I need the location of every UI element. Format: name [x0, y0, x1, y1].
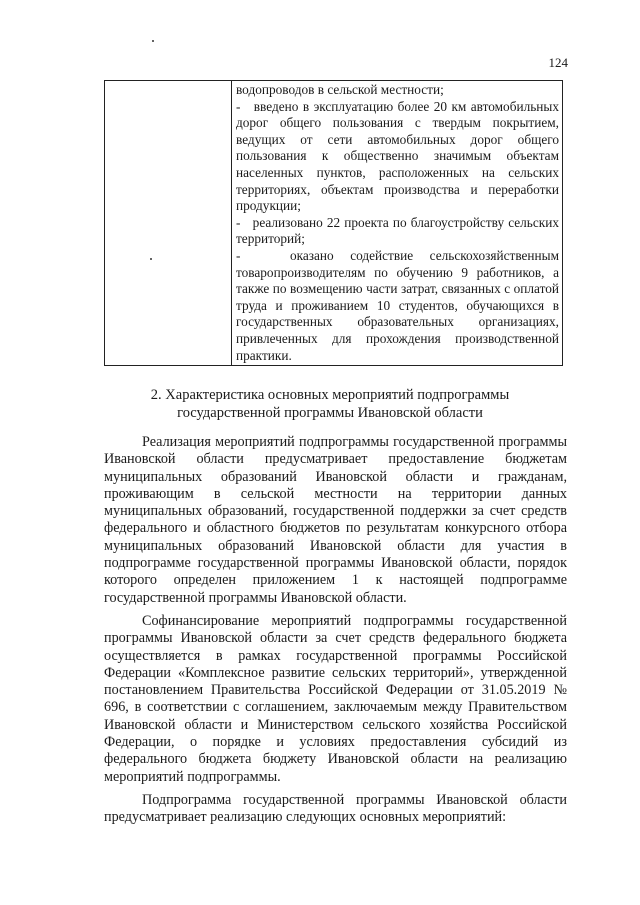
paragraph: Реализация мероприятий подпрограммы государственной программы Ивановской области предусматривает предоставление бюджетам муниципальных образований Ивановской области и гражданам, проживающим в сельской местности на территории данных муниципальных образований, государственной поддержки за счет средств федерального и областного бюджетов по результатам конкурсного отбора муниципальных образований Ивановской области для участия в подпрограмме государственной программы Ивановской области, порядок которого определен приложением 1 к настоящей подпрограмме государственной программы Ивановской области.	[104, 434, 567, 606]
table-left-cell	[105, 81, 232, 365]
scan-speck	[152, 40, 154, 42]
table-cell-line: - введено в эксплуатацию более 20 км автомобильных дорог общего пользования с твердым покрытием, ведущих от сети автомобильных дорог общего пользования к общественно значимым объектам населенных пунктов, расположенных на сельских территориях, объектам производства и переработки продукции;	[236, 98, 559, 214]
section-title-line: 2. Характеристика основных мероприятий подпрограммы	[150, 387, 510, 403]
body-text	[104, 434, 567, 833]
paragraph: Софинансирование мероприятий подпрограммы государственной программы Ивановской области за счет средств федерального бюджета осуществляется в рамках государственной программы Российской Федерации «Комплексное развитие сельских территорий», утвержденной постановлением Правительства Российской Федерации от 31.05.2019 № 696, в соответствии с соглашением, заключаемым между Правительством Ивановской области и Министерством сельского хозяйства Российской Федерации, о порядке и условиях предоставления субсидий из федерального бюджета бюджету Ивановской области на реализацию мероприятий подпрограммы.	[104, 612, 567, 785]
table-cell-line: - реализовано 22 проекта по благоустройству сельских территорий;	[236, 214, 559, 247]
section-title	[120, 386, 540, 422]
table-cell-line: водопроводов в сельской местности;	[236, 82, 444, 97]
table-right-cell	[232, 81, 562, 365]
table-cell-line: - оказано содействие сельскохозяйственным товаропроизводителям по обучению 9 работников, а также по возмещению части затрат, связанных с оплатой труда и проживанием 10 студентов, обучающихся в государственных образовательных организациях, привлеченных для прохождения производственной практики.	[236, 247, 559, 363]
paragraph: Подпрограмма государственной программы Ивановской области предусматривает реализацию следующих основных мероприятий:	[104, 791, 567, 826]
results-table	[104, 80, 563, 366]
section-title-line: государственной программы Ивановской области	[177, 405, 483, 421]
page-number: 124	[548, 55, 568, 70]
